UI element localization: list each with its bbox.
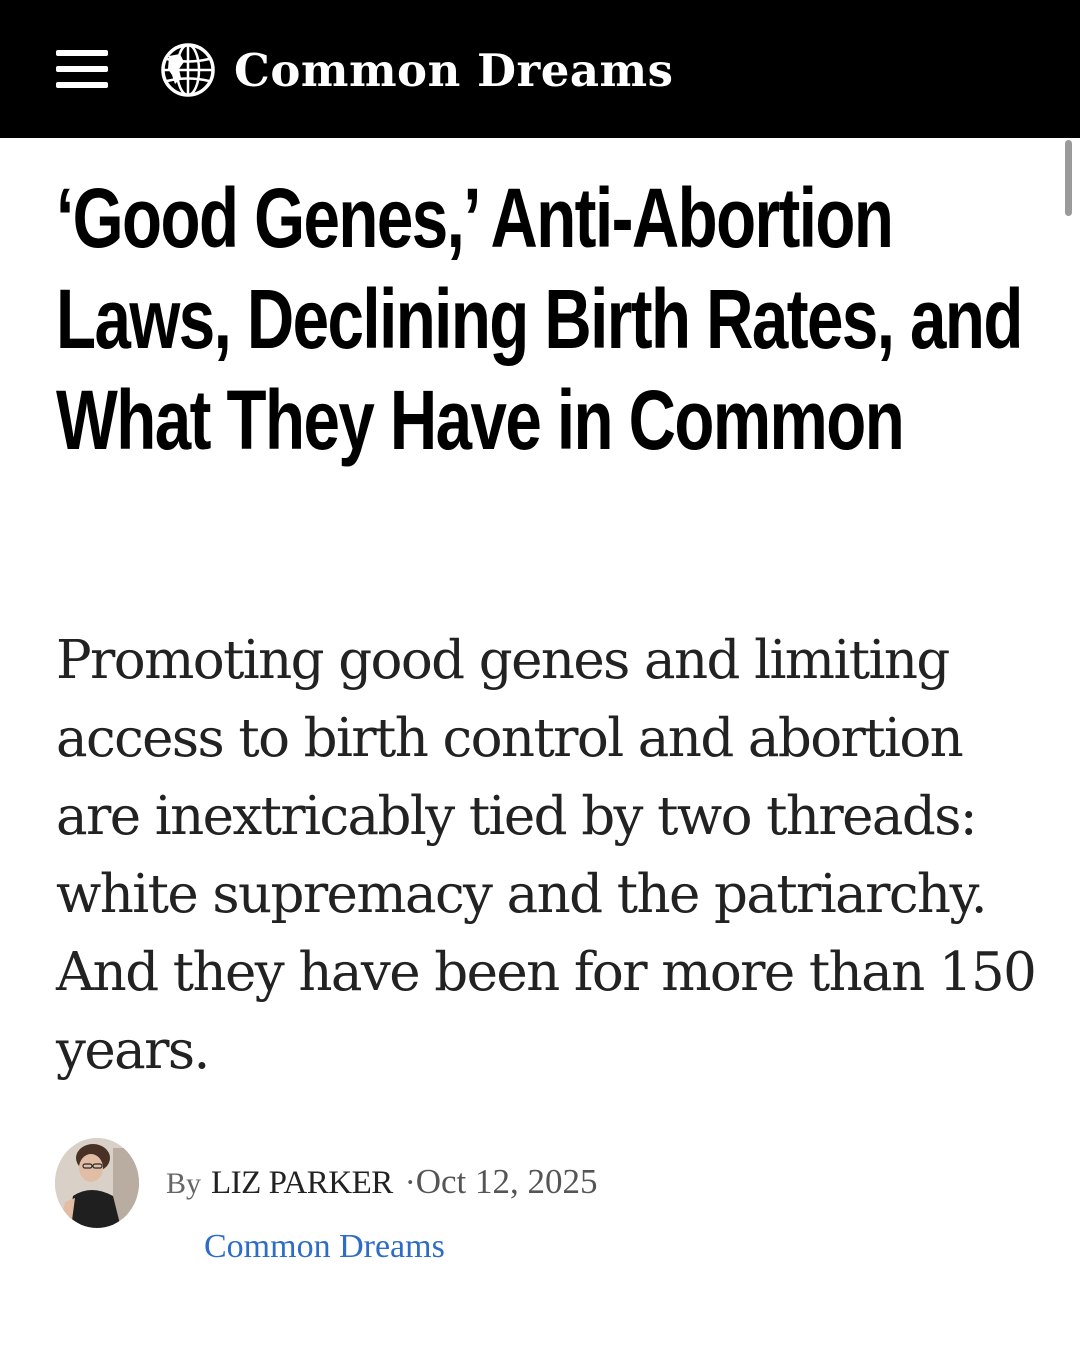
menu-line: [56, 82, 108, 88]
author-name-link[interactable]: LIZ PARKER: [211, 1165, 393, 1201]
byline-by-label: By: [166, 1167, 202, 1200]
author-avatar[interactable]: [55, 1138, 139, 1228]
site-header: [0, 0, 1080, 138]
article-headline: ‘Good Genes,’ Anti-Abortion Laws, Declining Birth Rates, and What They Have in Common: [56, 171, 1022, 467]
scrollbar-thumb[interactable]: [1065, 140, 1072, 216]
publish-date: Oct 12, 2025: [415, 1162, 598, 1201]
article-dek: Promoting good genes and limiting access to birth control and abortion are inextricably tied by two threads: white supremacy and the patriarchy. And they have been for more than 150 years.: [56, 630, 1036, 1081]
byline-separator: ·: [404, 1165, 416, 1201]
site-logo-link[interactable]: [160, 40, 673, 100]
menu-line: [56, 50, 108, 56]
menu-line: [56, 66, 108, 72]
source-publication-link[interactable]: Common Dreams: [204, 1228, 445, 1265]
globe-icon: [160, 42, 216, 98]
site-name: Common Dreams: [234, 43, 674, 97]
author-photo: [55, 1138, 139, 1228]
byline: [166, 1162, 598, 1202]
hamburger-menu-button[interactable]: [56, 50, 108, 88]
